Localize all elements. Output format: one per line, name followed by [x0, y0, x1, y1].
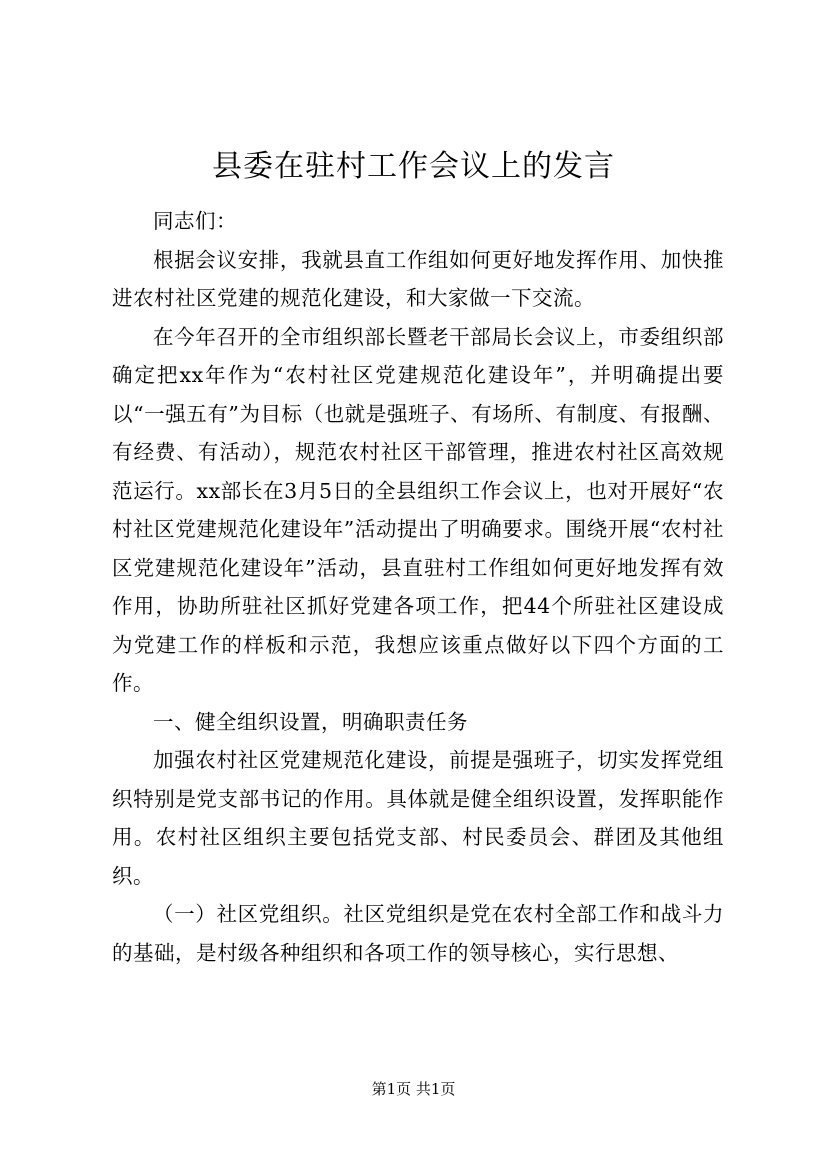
paragraph-subsection-1: （一）社区党组织。社区党组织是党在农村全部工作和战斗力的基础，是村级各种组织和各项工作的领导核心，实行思想、	[112, 902, 724, 965]
paragraph-intro: 根据会议安排，我就县直工作组如何更好地发挥作用、加快推进农村社区党建的规范化建设，和大家做一下交流。	[112, 247, 724, 310]
paragraph-section-1: 加强农村社区党建规范化建设，前提是强班子，切实发挥党组织特别是党支部书记的作用。具体就是健全组织设置，发挥职能作用。农村社区组织主要包括党支部、村民委员会、群团及其他组织。	[112, 748, 724, 888]
paragraph-background: 在今年召开的全市组织部长暨老干部局长会议上，市委组织部确定把xx年作为“农村社区党建规范化建设年”，并明确提出要以“一强五有”为目标（也就是强班子、有场所、有制度、有报酬、有经费、有活动），规范农村社区干部管理，推进农村社区高效规范运行。xx部长在3月5日的全县组织工作会议上，也对开展好“农村社区党建规范化建设年”活动提出了明确要求。围绕开展“农村社区党建规范化建设年”活动，县直驻村工作组如何更好地发挥有效作用，协助所驻社区抓好党建各项工作，把44个所驻社区建设成为党建工作的样板和示范，我想应该重点做好以下四个方面的工作。	[112, 324, 724, 695]
document-body	[112, 202, 724, 972]
section-heading-1: 一、健全组织设置，明确职责任务	[153, 709, 468, 734]
page-footer: 第1页 共1页	[371, 1080, 456, 1098]
salutation: 同志们：	[153, 209, 237, 233]
document-title: 县委在驻村工作会议上的发言	[212, 149, 615, 184]
